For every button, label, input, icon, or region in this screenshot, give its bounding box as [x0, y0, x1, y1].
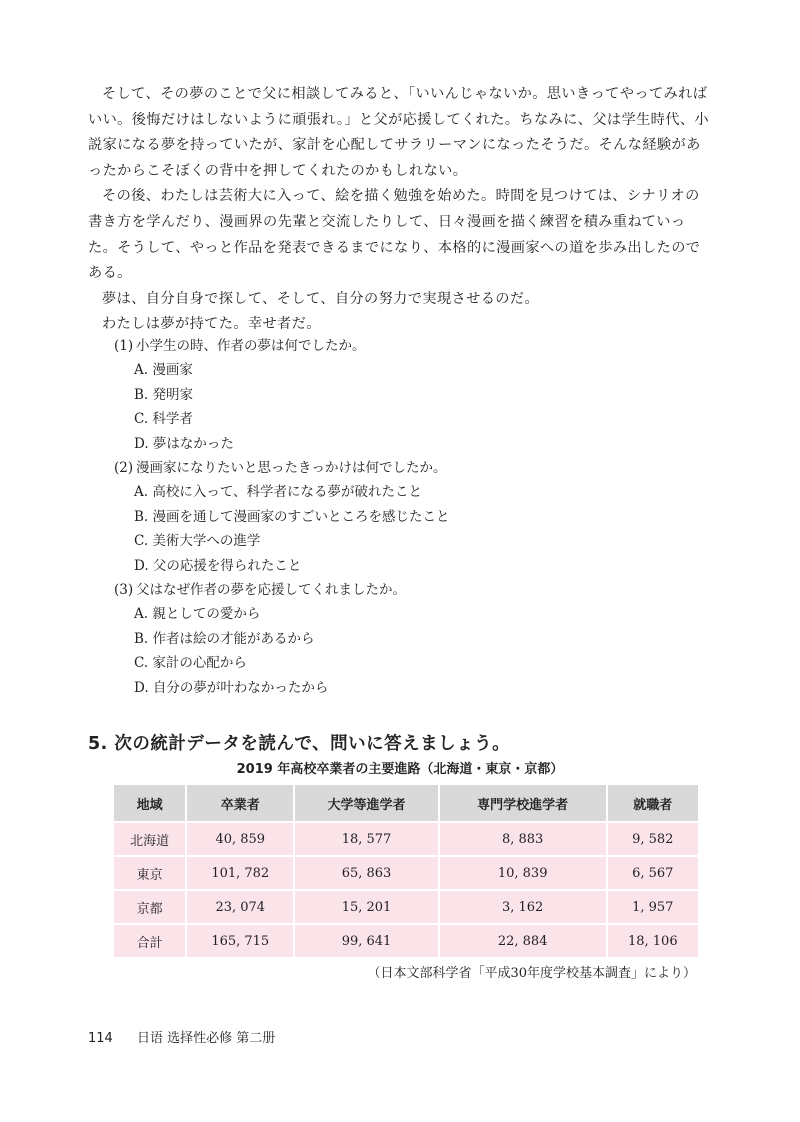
- section-title: 5. 次の統計データを読んで、問いに答えましょう。: [88, 734, 511, 754]
- table-cell: 9, 582: [607, 822, 698, 856]
- table-header-row: [114, 785, 698, 822]
- answer-option: B. 漫画を通して漫画家のすごいところを感じたこと: [134, 508, 450, 525]
- answer-option: C. 美術大学への進学: [134, 533, 261, 550]
- table-row-total: [114, 924, 698, 957]
- question-list: [114, 334, 674, 700]
- question-text: 父はなぜ作者の夢を応援してくれましたか。: [136, 582, 406, 599]
- table-cell: 18, 577: [294, 822, 438, 856]
- answer-option: A. 漫画家: [134, 362, 193, 379]
- table-cell: 京都: [114, 890, 186, 924]
- table-cell: 8, 883: [439, 822, 607, 856]
- column-header: 地域: [114, 785, 186, 822]
- table-source-note: （日本文部科学省「平成30年度学校基本調査」により）: [367, 966, 696, 981]
- table-cell: 北海道: [114, 822, 186, 856]
- question-1: [114, 334, 674, 456]
- question-number: (2): [114, 460, 134, 477]
- question-text: 小学生の時、作者の夢は何でしたか。: [136, 338, 366, 354]
- answer-option: B. 作者は絵の才能があるから: [134, 630, 315, 647]
- table-cell: 22, 884: [439, 924, 607, 957]
- question-text: 漫画家になりたいと思ったきっかけは何でしたか。: [136, 460, 447, 477]
- question-number: (3): [114, 582, 134, 599]
- column-header: 卒業者: [186, 785, 294, 822]
- question-2: [114, 456, 674, 578]
- table-cell: 15, 201: [294, 890, 438, 924]
- table-cell: 40, 859: [186, 822, 294, 856]
- reading-passage: [88, 82, 712, 338]
- table-cell: 18, 106: [607, 924, 698, 957]
- passage-paragraph: 夢は、自分自身で探して、そして、自分の努力で実現させるのだ。: [102, 290, 540, 307]
- column-header: 大学等進学者: [294, 785, 438, 822]
- table-row: [114, 856, 698, 890]
- table-cell: 165, 715: [186, 924, 294, 957]
- table-cell: 東京: [114, 856, 186, 890]
- table-cell: 合計: [114, 924, 186, 957]
- answer-option: A. 親としての愛から: [134, 606, 261, 623]
- question-number: (1): [114, 338, 134, 354]
- answer-option: D. 自分の夢が叶わなかったから: [134, 679, 329, 696]
- table-cell: 65, 863: [294, 856, 438, 890]
- answer-option: B. 発明家: [134, 386, 194, 403]
- statistics-table: [114, 785, 698, 957]
- answer-option: D. 父の応援を得られたこと: [134, 557, 302, 574]
- table-cell: 6, 567: [607, 856, 698, 890]
- column-header: 就職者: [607, 785, 698, 822]
- book-title: 日语 选择性必修 第二册: [136, 1031, 276, 1046]
- answer-option: A. 高校に入って、科学者になる夢が破れたこと: [134, 484, 423, 501]
- answer-option: C. 家計の心配から: [134, 655, 247, 672]
- table-cell: 10, 839: [439, 856, 607, 890]
- table-row: [114, 822, 698, 856]
- table-cell: 3, 162: [439, 890, 607, 924]
- table-caption: 2019 年高校卒業者の主要進路（北海道・東京・京都）: [236, 762, 564, 777]
- page-number: 114: [88, 1031, 113, 1046]
- table-cell: 1, 957: [607, 890, 698, 924]
- answer-option: D. 夢はなかった: [134, 435, 234, 452]
- passage-paragraph: わたしは夢が持てた。幸せ者だ。: [102, 316, 321, 333]
- passage-paragraph: そして、その夢のことで父に相談してみると、「いいんじゃないか。思いきってやってみればいい。後悔だけはしないように頑張れ。」と父が応援してくれた。ちなみに、父は学生時代、小説家になる夢を持っていたが、家計を心配してサラリーマンになったそうだ。そんな経験があったからこそぼくの背中を押してくれたのかもしれない。: [88, 86, 710, 179]
- column-header: 専門学校進学者: [439, 785, 607, 822]
- table-row: [114, 890, 698, 924]
- table-cell: 99, 641: [294, 924, 438, 957]
- answer-option: C. 科学者: [134, 411, 193, 428]
- page-footer: [88, 1027, 275, 1046]
- table-cell: 101, 782: [186, 856, 294, 890]
- question-3: [114, 578, 674, 700]
- passage-paragraph: その後、わたしは芸術大に入って、絵を描く勉強を始めた。時間を見つけては、シナリオの書き方を学んだり、漫画界の先輩と交流したりして、日々漫画を描く練習を積み重ねていった。そうして、やっと作品を発表できるまでになり、本格的に漫画家への道を歩み出したのである。: [88, 188, 701, 282]
- table-cell: 23, 074: [186, 890, 294, 924]
